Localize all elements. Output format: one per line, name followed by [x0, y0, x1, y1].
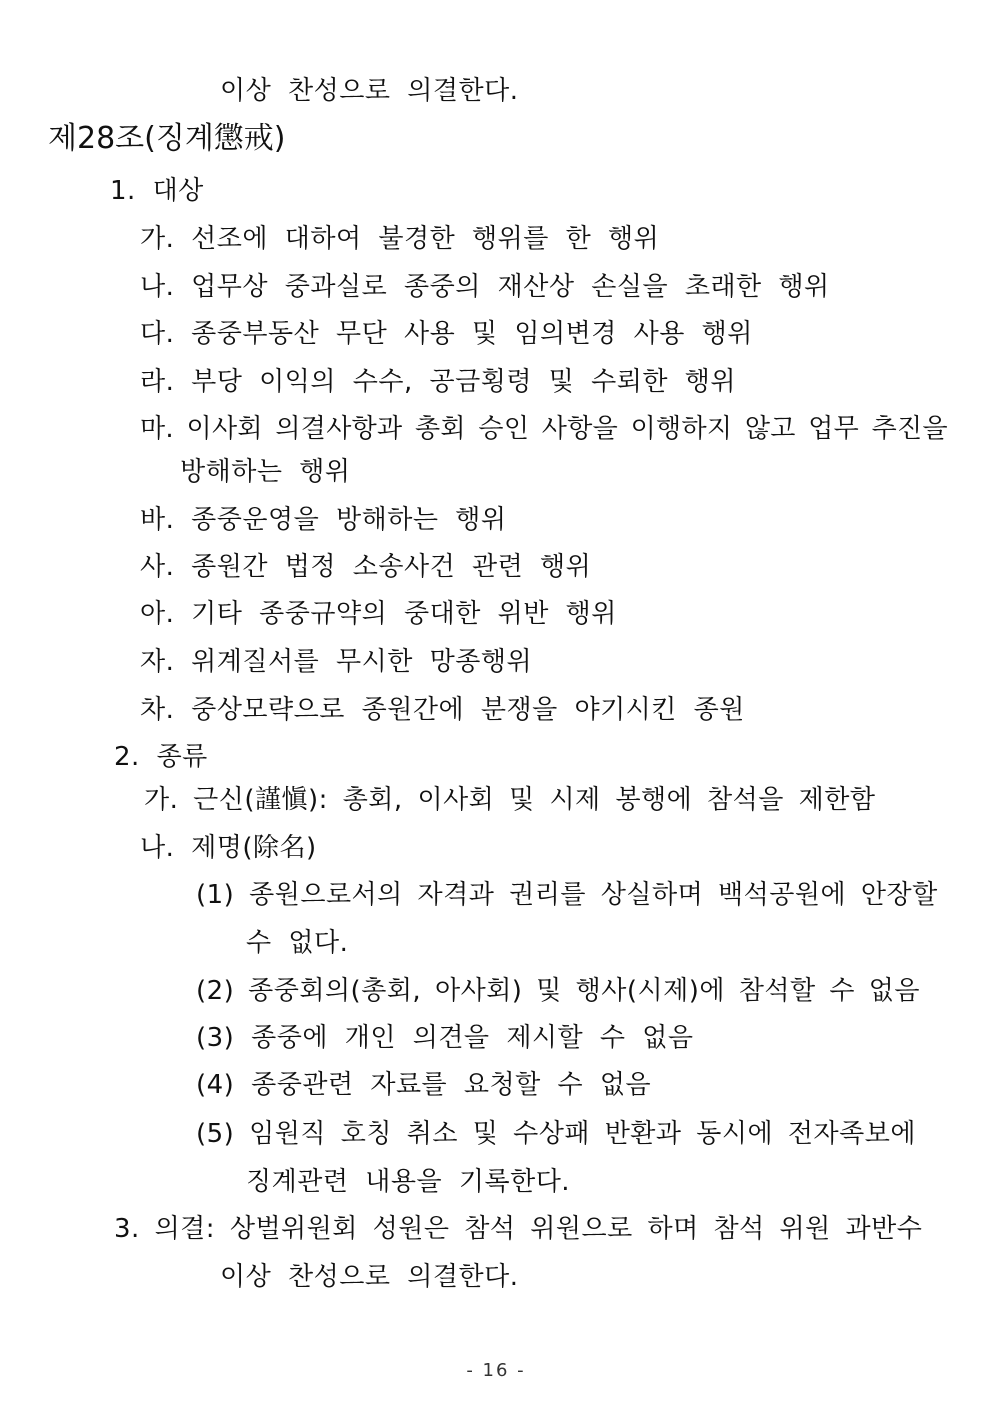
list-item-continuation: 방해하는 행위 [180, 457, 351, 487]
sub-list-item: (3) 종중에 개인 의견을 제시할 수 없음 [196, 1023, 694, 1053]
section-heading-target: 1. 대상 [110, 176, 204, 206]
list-item: 차. 중상모략으로 종원간에 분쟁을 야기시킨 종원 [140, 695, 745, 725]
list-item: 나. 제명(除名) [140, 833, 317, 863]
sub-list-item: (2) 종중회의(총회, 아사회) 및 행사(시제)에 참석할 수 없음 [196, 976, 920, 1006]
list-item: 가. 선조에 대하여 불경한 행위를 한 행위 [140, 224, 660, 254]
sub-list-item: (1) 종원으로서의 자격과 권리를 상실하며 백석공원에 안장할 [196, 880, 938, 910]
list-item: 아. 기타 종중규약의 중대한 위반 행위 [140, 599, 617, 629]
list-item: 바. 종중운영을 방해하는 행위 [140, 505, 507, 535]
section-resolution-continuation: 이상 찬성으로 의결한다. [220, 1262, 519, 1292]
list-item: 다. 종중부동산 무단 사용 및 임의변경 사용 행위 [140, 319, 753, 349]
list-item: 마. 이사회 의결사항과 총회 승인 사항을 이행하지 않고 업무 추진을 [140, 414, 948, 444]
sub-list-item-continuation: 수 없다. [246, 928, 349, 958]
list-item: 가. 근신(謹愼): 총회, 이사회 및 시제 봉행에 참석을 제한함 [144, 785, 876, 815]
list-item: 나. 업무상 중과실로 종중의 재산상 손실을 초래한 행위 [140, 272, 830, 302]
text-line-continuation: 이상 찬성으로 의결한다. [220, 76, 519, 106]
sub-list-item: (5) 임원직 호칭 취소 및 수상패 반환과 동시에 전자족보에 [196, 1119, 916, 1149]
page-number: - 16 - [466, 1360, 526, 1381]
list-item: 라. 부당 이익의 수수, 공금횡령 및 수뢰한 행위 [140, 367, 736, 397]
sub-list-item-continuation: 징계관련 내용을 기록한다. [246, 1167, 571, 1197]
list-item: 사. 종원간 법정 소송사건 관련 행위 [140, 552, 592, 582]
article-heading: 제28조(징계懲戒) [48, 121, 286, 156]
section-heading-types: 2. 종류 [114, 742, 208, 772]
list-item: 자. 위계질서를 무시한 망종행위 [140, 647, 533, 677]
section-resolution: 3. 의결: 상벌위원회 성원은 참석 위원으로 하며 참석 위원 과반수 [114, 1214, 923, 1244]
sub-list-item: (4) 종중관련 자료를 요청할 수 없음 [196, 1070, 652, 1100]
